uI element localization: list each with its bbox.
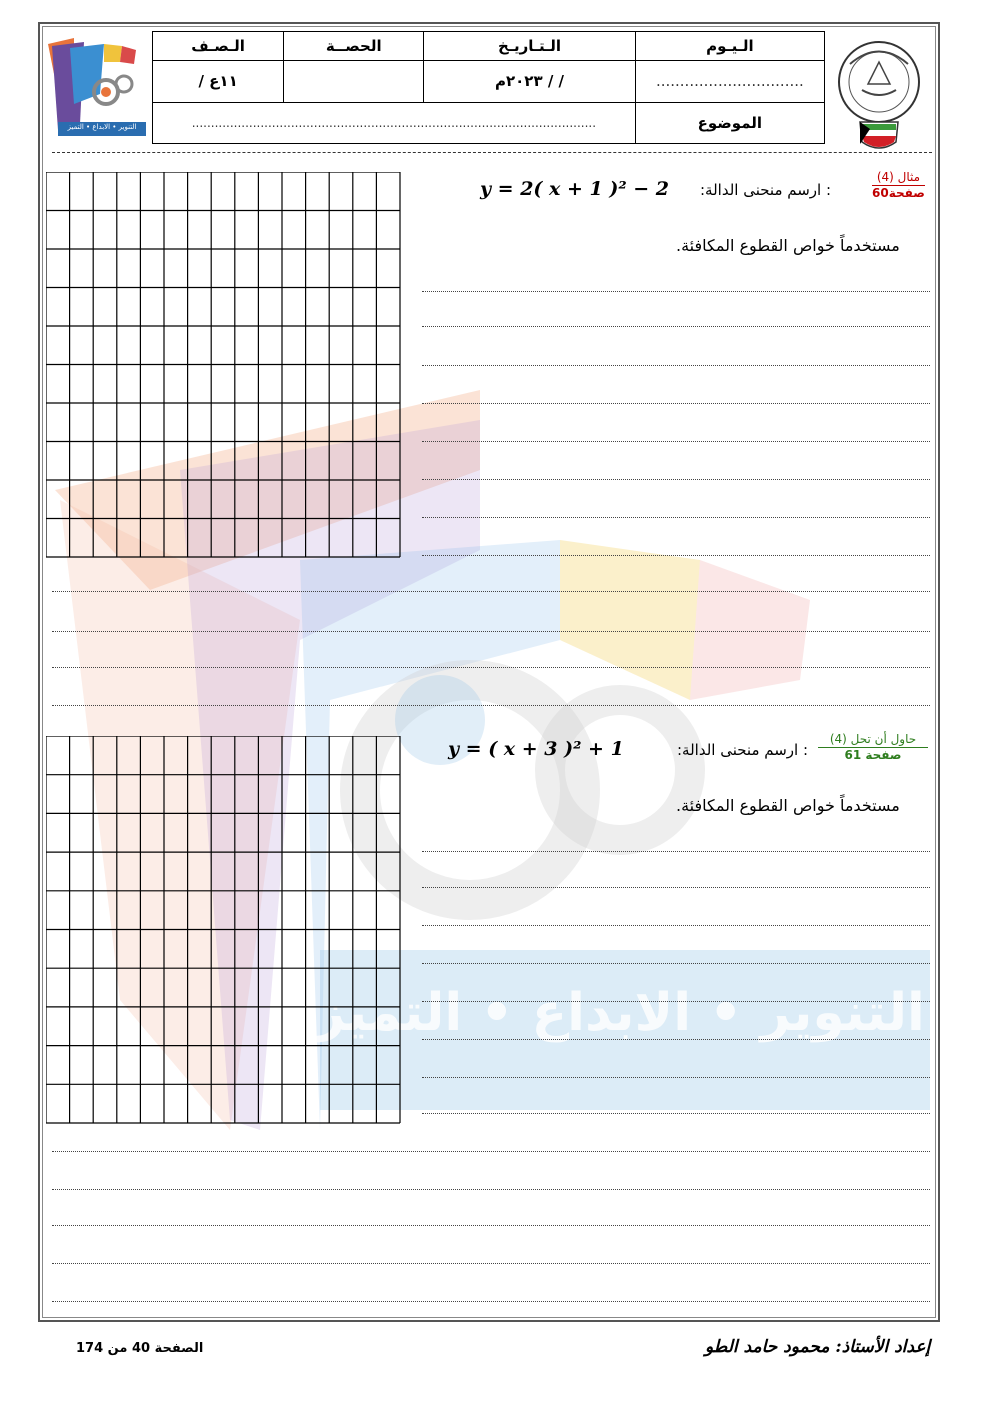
class-field[interactable]: ١١ع /: [153, 61, 284, 102]
day-label: الـيـوم: [635, 32, 824, 61]
try-tag: [818, 732, 928, 763]
topic-label: الموضوع: [635, 102, 824, 143]
try-number: حاول أن تحل (4): [818, 732, 928, 748]
graph-grid-1[interactable]: [46, 172, 401, 558]
answer-line[interactable]: [422, 887, 930, 888]
example-tag: [872, 170, 925, 201]
answer-line[interactable]: [422, 291, 930, 292]
header-divider: [52, 152, 932, 153]
answer-line[interactable]: [52, 1301, 930, 1302]
school-logo: [44, 34, 150, 142]
period-label: الحصــة: [284, 32, 424, 61]
question-2-prompt: : ارسم منحنى الدالة:: [677, 741, 809, 759]
question-1-instruction: مستخدماً خواص القطوع المكافئة.: [676, 236, 900, 255]
day-field[interactable]: ...............................: [635, 61, 824, 102]
answer-line[interactable]: [422, 479, 930, 480]
author-credit: إعداد الأستاذ: محمود حامد الطو: [705, 1337, 931, 1357]
graph-grid-2[interactable]: [46, 736, 401, 1124]
answer-line[interactable]: [52, 705, 930, 706]
answer-line[interactable]: [422, 851, 930, 852]
answer-line[interactable]: [422, 1077, 930, 1078]
topic-field[interactable]: ..........................................................................................................: [153, 102, 636, 143]
answer-line[interactable]: [422, 1001, 930, 1002]
date-label: الـتـاريـخ: [424, 32, 635, 61]
answer-line[interactable]: [422, 326, 930, 327]
answer-line[interactable]: [52, 1151, 930, 1152]
answer-line[interactable]: [52, 1225, 930, 1226]
logo-caption: التنوير • الابداع • التميز: [67, 123, 137, 131]
try-page: صفحة 61: [844, 748, 902, 762]
answer-line[interactable]: [52, 1263, 930, 1264]
date-field[interactable]: / / ٢٠٢٣م: [424, 61, 635, 102]
question-2-equation: y = ( x + 3 )² + 1: [448, 738, 624, 760]
example-number: مثال (4): [872, 170, 925, 186]
answer-line[interactable]: [422, 365, 930, 366]
question-1-equation: y = 2( x + 1 )² − 2: [480, 178, 670, 200]
answer-line[interactable]: [422, 403, 930, 404]
page-number: الصفحة 40 من 174: [76, 1341, 204, 1356]
answer-line[interactable]: [422, 963, 930, 964]
example-page: صفحة60: [872, 186, 925, 200]
period-field[interactable]: [284, 61, 424, 102]
answer-line[interactable]: [422, 925, 930, 926]
question-2-instruction: مستخدماً خواص القطوع المكافئة.: [676, 796, 900, 815]
answer-line[interactable]: [422, 1039, 930, 1040]
answer-line[interactable]: [52, 1189, 930, 1190]
answer-line[interactable]: [52, 631, 930, 632]
header-table: [152, 31, 825, 144]
answer-line[interactable]: [422, 441, 930, 442]
answer-line[interactable]: [422, 555, 930, 556]
class-label: الـصـف: [153, 32, 284, 61]
question-1-prompt: : ارسم منحنى الدالة:: [700, 181, 832, 199]
watermark-text: التنوير • الابداع • التميز: [315, 983, 925, 1043]
kuwait-emblem: [830, 34, 928, 156]
answer-line[interactable]: [422, 517, 930, 518]
answer-line[interactable]: [52, 591, 930, 592]
answer-line[interactable]: [422, 1113, 930, 1114]
answer-line[interactable]: [52, 667, 930, 668]
